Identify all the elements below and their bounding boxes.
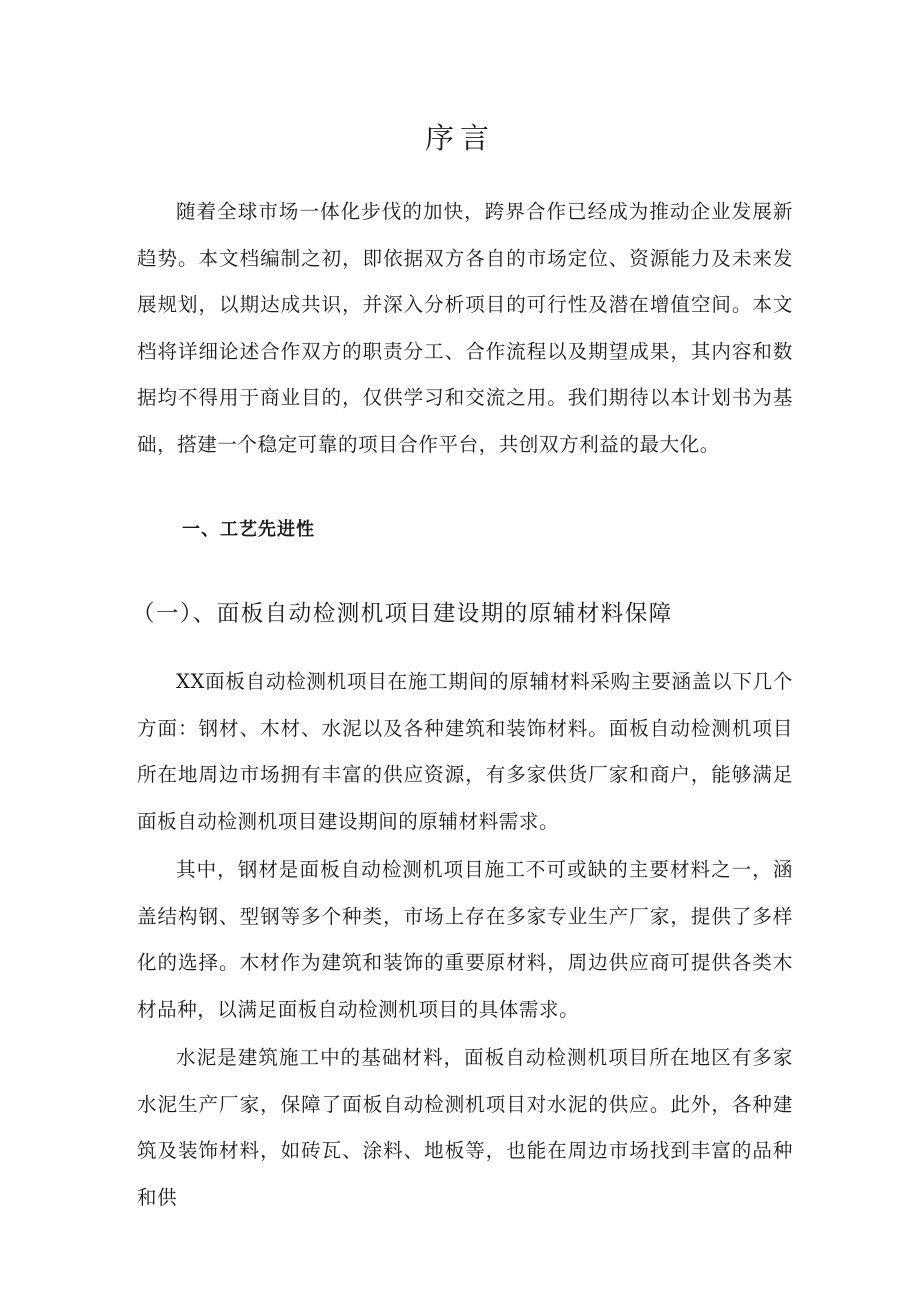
intro-paragraph: 随着全球市场一体化步伐的加快，跨界合作已经成为推动企业发展新趋势。本文档编制之初，即依据双方各自的市场定位、资源能力及未来发展规划，以期达成共识，并深入分析项目的可行性及潜在增值空间。本文档将详细论述合作双方的职责分工、合作流程以及期望成果，其内容和数据均不得用于商业目的，仅供学习和交流之用。我们期待以本计划书为基础，搭建一个稳定可靠的项目合作平台，共创双方利益的最大化。 <box>137 200 793 456</box>
body-paragraph: 其中，钢材是面板自动检测机项目施工不可或缺的主要材料之一，涵盖结构钢、型钢等多个种类，市场上存在多家专业生产厂家，提供了多样化的选择。木材作为建筑和装饰的重要原材料，周边供应商可提供各类木材品种，以满足面板自动检测机项目的具体需求。 <box>137 858 793 1021</box>
document-title: 序言 <box>424 121 495 155</box>
section-heading: 一、工艺先进性 <box>182 519 315 540</box>
subsection-heading: （一）、面板自动检测机项目建设期的原辅材料保障 <box>132 601 673 627</box>
body-paragraph: XX面板自动检测机项目在施工期间的原辅材料采购主要涵盖以下几个方面：钢材、木材、水泥以及各种建筑和装饰材料。面板自动检测机项目所在地周边市场拥有丰富的供应资源，有多家供货厂家和商户，能够满足面板自动检测机项目建设期间的原辅材料需求。 <box>137 670 793 833</box>
body-paragraph: 水泥是建筑施工中的基础材料，面板自动检测机项目所在地区有多家水泥生产厂家，保障了面板自动检测机项目对水泥的供应。此外，各种建筑及装饰材料，如砖瓦、涂料、地板等，也能在周边市场找到丰富的品种和供 <box>137 1046 793 1209</box>
